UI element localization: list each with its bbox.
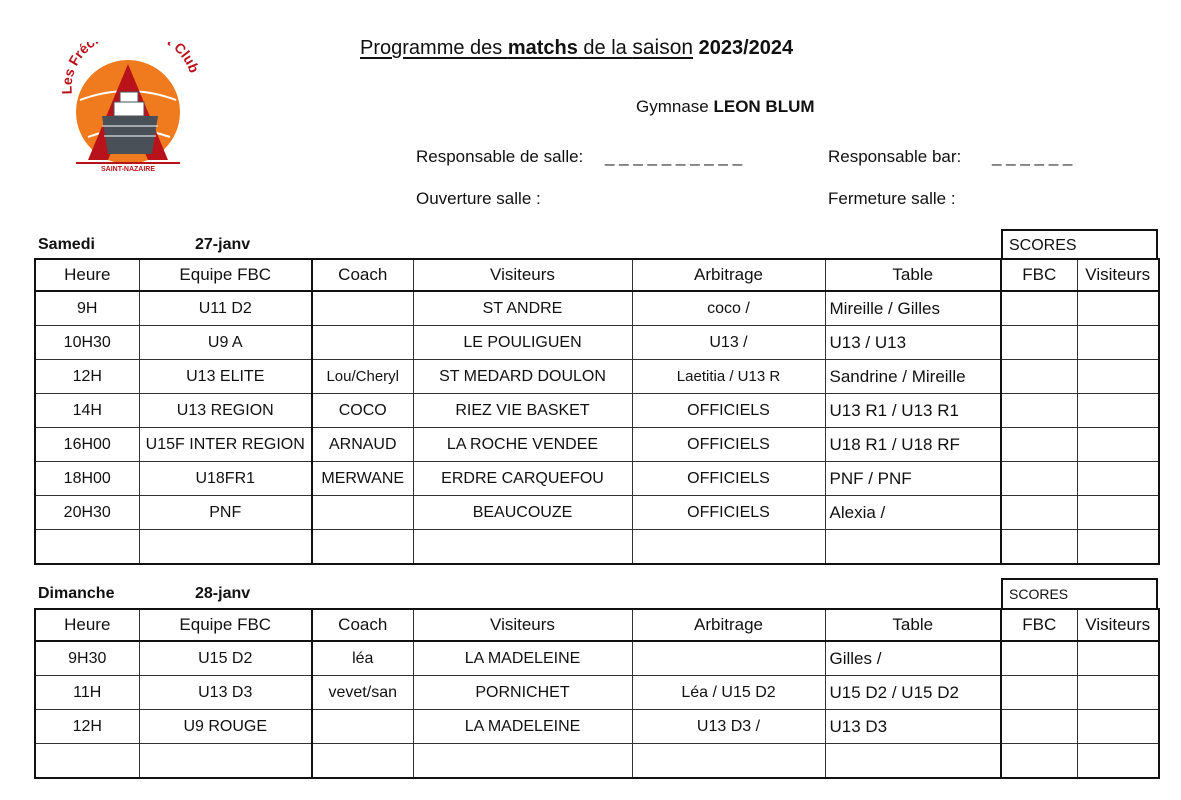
cell-score-fbc[interactable] — [1001, 462, 1077, 496]
cell-table: U15 D2 / U15 D2 — [825, 676, 1001, 710]
logo-city: SAINT-NAZAIRE — [100, 166, 156, 172]
cell-equipe: U15F INTER REGION — [139, 428, 312, 462]
cell-equipe: U9 ROUGE — [139, 710, 312, 744]
title-part-5: 2023/2024 — [693, 37, 794, 59]
cell-score-fbc[interactable] — [1001, 710, 1077, 744]
cell-visiteurs: LA ROCHE VENDEE — [413, 428, 632, 462]
resp-salle-blank[interactable]: _ _ _ _ _ _ _ _ _ _ — [605, 147, 743, 166]
table-row — [35, 710, 1159, 744]
schedule-table-sunday — [34, 608, 1160, 779]
cell-table: PNF / PNF — [825, 462, 1001, 496]
table-row — [35, 676, 1159, 710]
cell-visiteurs: RIEZ VIE BASKET — [413, 394, 632, 428]
day-2-scores-label: SCORES — [1001, 578, 1158, 609]
resp-salle-label: Responsable de salle: — [416, 147, 584, 166]
table-row — [35, 291, 1159, 326]
header-score-fbc: FBC — [1001, 609, 1077, 641]
club-logo — [58, 42, 200, 172]
header-table: Table — [825, 609, 1001, 641]
gymnase-label: Gymnase — [636, 97, 714, 116]
cell-score-fbc[interactable] — [1001, 641, 1077, 676]
cell-visiteurs: ERDRE CARQUEFOU — [413, 462, 632, 496]
header-score-visiteurs: Visiteurs — [1077, 259, 1159, 291]
table-header-row — [35, 609, 1159, 641]
ouverture-label: Ouverture salle : — [416, 189, 541, 208]
page-title — [360, 36, 793, 60]
schedule-table-saturday — [34, 258, 1160, 565]
header-score-fbc: FBC — [1001, 259, 1077, 291]
cell-visiteurs: LA MADELEINE — [413, 641, 632, 676]
cell-arbitrage — [632, 641, 825, 676]
cell-heure: 20H30 — [35, 496, 139, 530]
cell-score-visiteurs[interactable] — [1077, 462, 1159, 496]
title-part-1: Programme des — [360, 37, 508, 59]
table-row — [35, 641, 1159, 676]
gymnase-name: LEON BLUM — [713, 97, 815, 116]
cell-coach: ARNAUD — [312, 428, 413, 462]
cell-visiteurs — [413, 744, 632, 779]
header-coach: Coach — [312, 259, 413, 291]
cell-table — [825, 744, 1001, 779]
cell-table: Alexia / — [825, 496, 1001, 530]
cell-table — [825, 530, 1001, 565]
cell-table: U13 / U13 — [825, 326, 1001, 360]
cell-visiteurs: LA MADELEINE — [413, 710, 632, 744]
header-visiteurs: Visiteurs — [413, 609, 632, 641]
cell-arbitrage — [632, 744, 825, 779]
header-coach: Coach — [312, 609, 413, 641]
cell-arbitrage: U13 D3 / — [632, 710, 825, 744]
cell-score-visiteurs[interactable] — [1077, 710, 1159, 744]
cell-score-fbc[interactable] — [1001, 360, 1077, 394]
cell-heure: 10H30 — [35, 326, 139, 360]
cell-equipe — [139, 744, 312, 779]
cell-score-visiteurs[interactable] — [1077, 428, 1159, 462]
cell-equipe: PNF — [139, 496, 312, 530]
cell-heure: 12H — [35, 360, 139, 394]
cell-score-fbc[interactable] — [1001, 326, 1077, 360]
header-equipe: Equipe FBC — [139, 259, 312, 291]
header-equipe: Equipe FBC — [139, 609, 312, 641]
cell-arbitrage: Léa / U15 D2 — [632, 676, 825, 710]
header-table: Table — [825, 259, 1001, 291]
cell-coach — [312, 291, 413, 326]
cell-equipe: U15 D2 — [139, 641, 312, 676]
cell-score-fbc[interactable] — [1001, 428, 1077, 462]
cell-equipe: U13 REGION — [139, 394, 312, 428]
cell-arbitrage: OFFICIELS — [632, 496, 825, 530]
day-2-name: Dimanche — [38, 585, 115, 602]
title-part-4: saison — [632, 36, 694, 59]
cell-equipe: U9 A — [139, 326, 312, 360]
cell-heure: 9H30 — [35, 641, 139, 676]
cell-heure: 11H — [35, 676, 139, 710]
cell-table: U13 R1 / U13 R1 — [825, 394, 1001, 428]
cell-score-visiteurs[interactable] — [1077, 530, 1159, 565]
resp-bar-label: Responsable bar: — [828, 147, 962, 166]
cell-score-fbc[interactable] — [1001, 496, 1077, 530]
cell-visiteurs — [413, 530, 632, 565]
cell-score-visiteurs[interactable] — [1077, 291, 1159, 326]
cell-heure — [35, 744, 139, 779]
header-heure: Heure — [35, 259, 139, 291]
title-part-3: de la — [577, 37, 633, 59]
cell-coach: Lou/Cheryl — [312, 360, 413, 394]
cell-coach — [312, 710, 413, 744]
cell-score-fbc[interactable] — [1001, 744, 1077, 779]
cell-arbitrage: U13 / — [632, 326, 825, 360]
cell-visiteurs: PORNICHET — [413, 676, 632, 710]
logo-arc-text: Les Fréc Clu — [58, 42, 199, 95]
cell-equipe: U13 D3 — [139, 676, 312, 710]
cell-score-visiteurs[interactable] — [1077, 744, 1159, 779]
cell-visiteurs: LE POULIGUEN — [413, 326, 632, 360]
cell-heure: 18H00 — [35, 462, 139, 496]
table-row — [35, 462, 1159, 496]
cell-table: U18 R1 / U18 RF — [825, 428, 1001, 462]
cell-coach: COCO — [312, 394, 413, 428]
header-score-visiteurs: Visiteurs — [1077, 609, 1159, 641]
cell-score-fbc[interactable] — [1001, 291, 1077, 326]
cell-equipe: U18FR1 — [139, 462, 312, 496]
cell-score-visiteurs[interactable] — [1077, 326, 1159, 360]
cell-heure: 16H00 — [35, 428, 139, 462]
table-row — [35, 744, 1159, 779]
day-1-date: 27-janv — [195, 236, 251, 253]
cell-table: U13 D3 — [825, 710, 1001, 744]
day-2-date: 28-janv — [195, 585, 251, 602]
cell-equipe — [139, 530, 312, 565]
resp-bar-blank[interactable]: _ _ _ _ _ _ — [992, 147, 1073, 166]
cell-score-visiteurs[interactable] — [1077, 496, 1159, 530]
cell-score-visiteurs[interactable] — [1077, 394, 1159, 428]
cell-coach: léa — [312, 641, 413, 676]
table-row — [35, 326, 1159, 360]
cell-score-visiteurs[interactable] — [1077, 641, 1159, 676]
header-arbitrage: Arbitrage — [632, 609, 825, 641]
title-part-2: matchs — [507, 37, 578, 59]
cell-score-fbc[interactable] — [1001, 676, 1077, 710]
cell-heure: 12H — [35, 710, 139, 744]
cell-arbitrage: OFFICIELS — [632, 462, 825, 496]
cell-equipe: U13 ELITE — [139, 360, 312, 394]
header-arbitrage: Arbitrage — [632, 259, 825, 291]
cell-heure — [35, 530, 139, 565]
cell-score-visiteurs[interactable] — [1077, 360, 1159, 394]
cell-arbitrage: OFFICIELS — [632, 394, 825, 428]
cell-coach: vevet/san — [312, 676, 413, 710]
header-heure: Heure — [35, 609, 139, 641]
cell-coach — [312, 744, 413, 779]
cell-arbitrage: OFFICIELS — [632, 428, 825, 462]
cell-score-fbc[interactable] — [1001, 530, 1077, 565]
table-row — [35, 394, 1159, 428]
cell-visiteurs: BEAUCOUZE — [413, 496, 632, 530]
table-row — [35, 496, 1159, 530]
cell-visiteurs: ST ANDRE — [413, 291, 632, 326]
cell-table: Sandrine / Mireille — [825, 360, 1001, 394]
cell-coach — [312, 496, 413, 530]
table-row — [35, 530, 1159, 565]
cell-table: Gilles / — [825, 641, 1001, 676]
fermeture-label: Fermeture salle : — [828, 189, 956, 208]
cell-table: Mireille / Gilles — [825, 291, 1001, 326]
cell-arbitrage: coco / — [632, 291, 825, 326]
cell-coach — [312, 530, 413, 565]
header-visiteurs: Visiteurs — [413, 259, 632, 291]
cell-arbitrage — [632, 530, 825, 565]
cell-score-fbc[interactable] — [1001, 394, 1077, 428]
cell-coach: MERWANE — [312, 462, 413, 496]
cell-equipe: U11 D2 — [139, 291, 312, 326]
table-row — [35, 428, 1159, 462]
cell-coach — [312, 326, 413, 360]
gymnase-line — [636, 97, 815, 117]
cell-heure: 9H — [35, 291, 139, 326]
table-row — [35, 360, 1159, 394]
cell-arbitrage: Laetitia / U13 R — [632, 360, 825, 394]
cell-score-visiteurs[interactable] — [1077, 676, 1159, 710]
cell-visiteurs: ST MEDARD DOULON — [413, 360, 632, 394]
table-header-row — [35, 259, 1159, 291]
day-1-name: Samedi — [38, 236, 95, 253]
cell-heure: 14H — [35, 394, 139, 428]
day-1-scores-label: SCORES — [1001, 229, 1158, 260]
